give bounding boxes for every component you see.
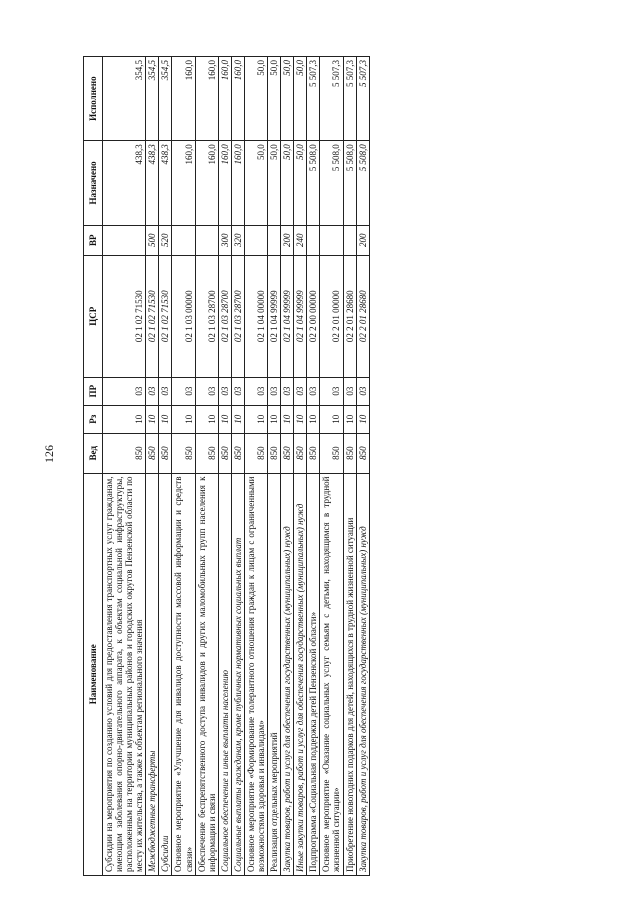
cell-assigned: 5 508,0 bbox=[307, 141, 320, 225]
cell-ved: 850 bbox=[294, 433, 307, 473]
cell-ved: 850 bbox=[231, 433, 244, 473]
cell-vr bbox=[343, 225, 356, 255]
cell-ved: 850 bbox=[356, 433, 369, 473]
cell-ved: 850 bbox=[159, 433, 172, 473]
cell-pr: 03 bbox=[268, 377, 281, 405]
cell-pr: 03 bbox=[231, 377, 244, 405]
cell-vr bbox=[103, 225, 146, 255]
cell-name: Основное мероприятие «Улучшение для инвалидов доступности массовой информации и средств связи» bbox=[172, 473, 195, 875]
cell-vr bbox=[320, 225, 343, 255]
table-row bbox=[343, 57, 356, 876]
cell-name: Социальное обеспечение и иные выплаты населению bbox=[218, 473, 231, 875]
cell-executed: 5 507,3 bbox=[307, 57, 320, 141]
cell-pr: 03 bbox=[307, 377, 320, 405]
header-csr: ЦСР bbox=[84, 255, 103, 377]
cell-executed: 50,0 bbox=[281, 57, 294, 141]
cell-csr: 02 1 02 71530 bbox=[103, 255, 146, 377]
cell-csr: 02 2 01 28680 bbox=[356, 255, 369, 377]
table-row bbox=[307, 57, 320, 876]
cell-vr: 520 bbox=[159, 225, 172, 255]
cell-name: Субсидии на мероприятия по созданию условий для предоставления транспортных услуг гражданам, имеющим заболевания опорно-двигательного аппарата, к объектам социальной инфраструктуры, расположенным на территории муниципальных районов и городских округов Пензенской области по месту их жительства, а также к объектам регионального значения bbox=[103, 473, 146, 875]
cell-assigned: 438,3 bbox=[159, 141, 172, 225]
cell-csr: 02 1 04 99999 bbox=[281, 255, 294, 377]
cell-assigned: 160,0 bbox=[218, 141, 231, 225]
cell-vr bbox=[172, 225, 195, 255]
cell-vr bbox=[195, 225, 218, 255]
cell-rz: 10 bbox=[159, 405, 172, 433]
header-rz: Рз bbox=[84, 405, 103, 433]
cell-rz: 10 bbox=[172, 405, 195, 433]
cell-rz: 10 bbox=[307, 405, 320, 433]
table-row bbox=[244, 57, 267, 876]
page-number: 126 bbox=[42, 445, 56, 463]
header-executed: Исполнено bbox=[84, 57, 103, 141]
table-row bbox=[320, 57, 343, 876]
cell-name: Закупка товаров, работ и услуг для обеспечения государственных (муниципальных) нужд bbox=[281, 473, 294, 875]
budget-table bbox=[83, 56, 370, 876]
table-row bbox=[356, 57, 369, 876]
cell-vr bbox=[268, 225, 281, 255]
cell-csr: 02 1 02 71530 bbox=[146, 255, 159, 377]
cell-csr: 02 1 03 28700 bbox=[218, 255, 231, 377]
cell-pr: 03 bbox=[195, 377, 218, 405]
cell-csr: 02 1 03 28700 bbox=[195, 255, 218, 377]
cell-executed: 5 507,3 bbox=[356, 57, 369, 141]
table-header-row bbox=[84, 57, 103, 876]
cell-vr: 500 bbox=[146, 225, 159, 255]
cell-csr: 02 2 01 28680 bbox=[343, 255, 356, 377]
header-vr: ВР bbox=[84, 225, 103, 255]
cell-assigned: 50,0 bbox=[281, 141, 294, 225]
cell-ved: 850 bbox=[320, 433, 343, 473]
cell-pr: 03 bbox=[146, 377, 159, 405]
cell-ved: 850 bbox=[218, 433, 231, 473]
cell-vr: 240 bbox=[294, 225, 307, 255]
cell-pr: 03 bbox=[244, 377, 267, 405]
cell-ved: 850 bbox=[268, 433, 281, 473]
cell-executed: 354,5 bbox=[146, 57, 159, 141]
cell-ved: 850 bbox=[146, 433, 159, 473]
cell-pr: 03 bbox=[281, 377, 294, 405]
rotated-page bbox=[83, 56, 557, 876]
cell-rz: 10 bbox=[195, 405, 218, 433]
cell-csr: 02 1 04 99999 bbox=[268, 255, 281, 377]
table-row bbox=[103, 57, 146, 876]
cell-name: Субсидии bbox=[159, 473, 172, 875]
cell-name: Закупка товаров, работ и услуг для обеспечения государственных (муниципальных) нужд bbox=[356, 473, 369, 875]
cell-pr: 03 bbox=[356, 377, 369, 405]
cell-assigned: 50,0 bbox=[294, 141, 307, 225]
header-name: Наименование bbox=[84, 473, 103, 875]
cell-rz: 10 bbox=[320, 405, 343, 433]
cell-assigned: 160,0 bbox=[195, 141, 218, 225]
cell-executed: 50,0 bbox=[244, 57, 267, 141]
cell-name: Основное мероприятие «Оказание социальных услуг семьям с детьми, находящимся в трудной жизненной ситуации» bbox=[320, 473, 343, 875]
header-assigned: Назначено bbox=[84, 141, 103, 225]
cell-executed: 160,0 bbox=[231, 57, 244, 141]
cell-name: Обеспечение беспрепятственного доступа инвалидов и других маломобильных групп населения к информации и связи bbox=[195, 473, 218, 875]
cell-name: Межбюджетные трансферты bbox=[146, 473, 159, 875]
cell-rz: 10 bbox=[244, 405, 267, 433]
table-row bbox=[172, 57, 195, 876]
cell-pr: 03 bbox=[320, 377, 343, 405]
cell-executed: 354,5 bbox=[159, 57, 172, 141]
cell-vr: 300 bbox=[218, 225, 231, 255]
cell-executed: 5 507,3 bbox=[320, 57, 343, 141]
cell-ved: 850 bbox=[103, 433, 146, 473]
cell-rz: 10 bbox=[218, 405, 231, 433]
cell-name: Иные закупки товаров, работ и услуг для обеспечения государственных (муниципальных) нужд bbox=[294, 473, 307, 875]
cell-assigned: 5 508,0 bbox=[343, 141, 356, 225]
cell-assigned: 160,0 bbox=[172, 141, 195, 225]
cell-vr: 200 bbox=[356, 225, 369, 255]
cell-csr: 02 1 04 00000 bbox=[244, 255, 267, 377]
cell-rz: 10 bbox=[146, 405, 159, 433]
table-row bbox=[195, 57, 218, 876]
cell-ved: 850 bbox=[195, 433, 218, 473]
cell-executed: 354,5 bbox=[103, 57, 146, 141]
cell-executed: 160,0 bbox=[218, 57, 231, 141]
cell-pr: 03 bbox=[103, 377, 146, 405]
cell-csr: 02 1 02 71530 bbox=[159, 255, 172, 377]
cell-assigned: 438,3 bbox=[103, 141, 146, 225]
cell-rz: 10 bbox=[268, 405, 281, 433]
table-row bbox=[281, 57, 294, 876]
cell-executed: 160,0 bbox=[195, 57, 218, 141]
cell-pr: 03 bbox=[343, 377, 356, 405]
cell-pr: 03 bbox=[172, 377, 195, 405]
cell-assigned: 438,3 bbox=[146, 141, 159, 225]
cell-ved: 850 bbox=[281, 433, 294, 473]
cell-rz: 10 bbox=[281, 405, 294, 433]
cell-assigned: 50,0 bbox=[268, 141, 281, 225]
cell-pr: 03 bbox=[159, 377, 172, 405]
cell-assigned: 5 508,0 bbox=[320, 141, 343, 225]
cell-name: Приобретение новогодних подарков для детей, находящихся в трудной жизненной ситуации bbox=[343, 473, 356, 875]
cell-rz: 10 bbox=[343, 405, 356, 433]
table-row bbox=[159, 57, 172, 876]
cell-ved: 850 bbox=[244, 433, 267, 473]
cell-rz: 10 bbox=[294, 405, 307, 433]
table-row bbox=[294, 57, 307, 876]
table-body bbox=[103, 57, 370, 876]
cell-assigned: 50,0 bbox=[244, 141, 267, 225]
cell-name: Реализация отдельных мероприятий bbox=[268, 473, 281, 875]
cell-rz: 10 bbox=[231, 405, 244, 433]
cell-executed: 50,0 bbox=[268, 57, 281, 141]
table-row bbox=[231, 57, 244, 876]
cell-vr: 320 bbox=[231, 225, 244, 255]
cell-executed: 5 507,3 bbox=[343, 57, 356, 141]
cell-assigned: 5 508,0 bbox=[356, 141, 369, 225]
cell-rz: 10 bbox=[356, 405, 369, 433]
cell-rz: 10 bbox=[103, 405, 146, 433]
cell-ved: 850 bbox=[343, 433, 356, 473]
cell-name: Подпрограмма «Социальная поддержка детей Пензенской области» bbox=[307, 473, 320, 875]
table-row bbox=[268, 57, 281, 876]
cell-csr: 02 1 03 28700 bbox=[231, 255, 244, 377]
cell-name: Социальные выплаты гражданам, кроме публичных нормативных социальных выплат bbox=[231, 473, 244, 875]
cell-csr: 02 2 01 00000 bbox=[320, 255, 343, 377]
header-ved: Вед bbox=[84, 433, 103, 473]
cell-executed: 160,0 bbox=[172, 57, 195, 141]
cell-vr bbox=[244, 225, 267, 255]
cell-csr: 02 1 04 99999 bbox=[294, 255, 307, 377]
cell-csr: 02 1 03 00000 bbox=[172, 255, 195, 377]
cell-ved: 850 bbox=[307, 433, 320, 473]
cell-pr: 03 bbox=[218, 377, 231, 405]
cell-vr: 200 bbox=[281, 225, 294, 255]
cell-ved: 850 bbox=[172, 433, 195, 473]
cell-assigned: 160,0 bbox=[231, 141, 244, 225]
table-row bbox=[146, 57, 159, 876]
cell-pr: 03 bbox=[294, 377, 307, 405]
header-pr: ПР bbox=[84, 377, 103, 405]
cell-csr: 02 2 00 00000 bbox=[307, 255, 320, 377]
cell-vr bbox=[307, 225, 320, 255]
cell-executed: 50,0 bbox=[294, 57, 307, 141]
table-row bbox=[218, 57, 231, 876]
cell-name: Основное мероприятие «Формирование толерантного отношения граждан к лицам с ограниченными возможностями здоровья и инвалидам» bbox=[244, 473, 267, 875]
